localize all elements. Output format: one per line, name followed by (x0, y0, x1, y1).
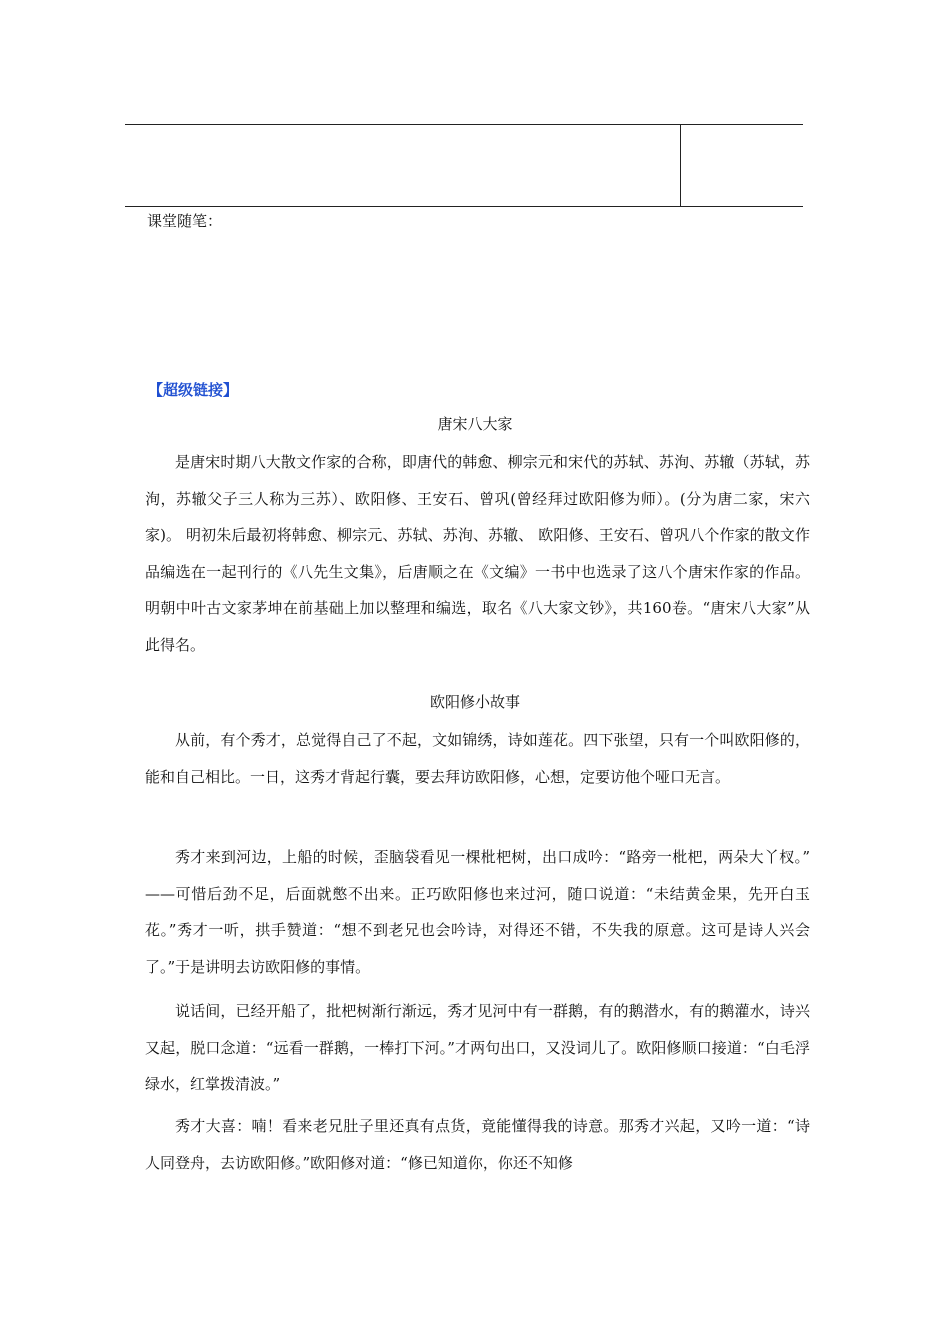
table-top-border (125, 124, 803, 125)
section-title-ouyang-story: 欧阳修小故事 (429, 693, 520, 711)
section-title-eight-masters: 唐宋八大家 (437, 415, 513, 433)
table-column-divider (680, 124, 681, 206)
story-paragraph-1: 从前，有个秀才，总觉得自己了不起，文如锦绣，诗如莲花。四下张望，只有一个叫欧阳修的，能和自己相比。一日，这秀才背起行囊，要去拜访欧阳修，心想，定要访他个哑口无言。 (145, 731, 810, 786)
eight-masters-paragraph: 是唐宋时期八大散文作家的合称，即唐代的韩愈、柳宗元和宋代的苏轼、苏洵、苏辙（苏轼，苏洵，苏辙父子三人称为三苏）、欧阳修、王安石、曾巩(曾经拜过欧阳修为师）。(分为唐二家，宋六家)。 明初朱后最初将韩愈、柳宗元、苏轼、苏洵、苏辙、 欧阳修、王安石、曾巩八个作家的散文作品编选在一起刊行的《八先生文集》，后唐顺之在《文编》一书中也选录了这八个唐宋作家的作品。明朝中叶古文家茅坤在前基础上加以整理和编选，取名《八大家文钞》，共160卷。“唐宋八大家”从此得名。 (145, 453, 810, 654)
story-paragraph-2: 秀才来到河边，上船的时候，歪脑袋看见一棵枇杷树，出口成吟：“路旁一枇杷，两朵大丫杈。” ——可惜后劲不足，后面就憋不出来。正巧欧阳修也来过河，随口说道：“未结黄金果，先开白玉花。”秀才一听，拱手赞道：“想不到老兄也会吟诗，对得还不错，不失我的原意。这可是诗人兴会了。”于是讲明去访欧阳修的事情。 (145, 848, 810, 976)
table-bottom-border (125, 206, 803, 207)
class-notes-label: 课堂随笔： (147, 212, 223, 230)
super-link-heading: 【超级链接】 (148, 381, 239, 399)
story-paragraph-4: 秀才大喜：喃！看来老兄肚子里还真有点货，竟能懂得我的诗意。那秀才兴起，又吟一道：“诗人同登舟，去访欧阳修。”欧阳修对道：“修已知道你，你还不知修 (145, 1117, 810, 1172)
story-paragraph-3: 说话间，已经开船了，批杷树渐行渐远，秀才见河中有一群鹅，有的鹅潜水，有的鹅灌水，诗兴又起，脱口念道：“远看一群鹅，一棒打下河。”才两句出口，又没词儿了。欧阳修顺口接道：“白毛浮绿水，红掌拨清波。” (145, 1002, 810, 1093)
